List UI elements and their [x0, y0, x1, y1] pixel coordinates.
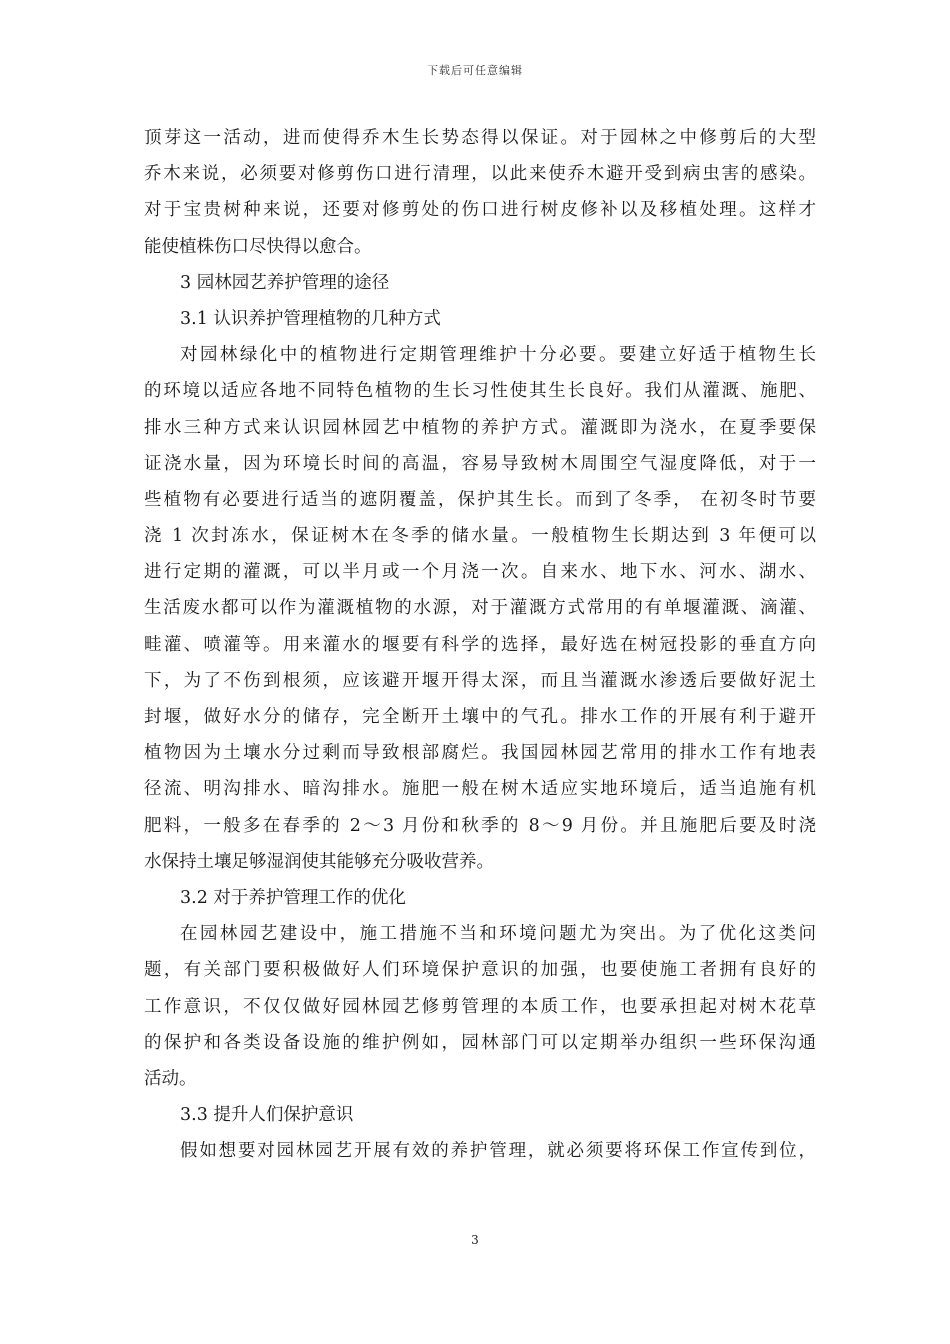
paragraph-line: 活动。: [144, 1068, 197, 1089]
paragraph-line: 对园林绿化中的植物进行定期管理维护十分必要。要建立好适于植物生长: [180, 345, 816, 366]
paragraph-line: 对于宝贵树种来说，还要对修剪处的伤口进行树皮修补以及移植处理。这样才: [144, 200, 816, 221]
paragraph-line: 假如想要对园林园艺开展有效的养护管理，就必须要将环保工作宣传到位，: [180, 1141, 816, 1162]
paragraph-line: 水保持土壤足够湿润使其能够充分吸收营养。: [144, 851, 494, 872]
paragraph-line: 生活废水都可以作为灌溉植物的水源，对于灌溉方式常用的有单堰灌溉、滴灌、: [144, 598, 816, 619]
document-body: [144, 120, 816, 1169]
paragraph-line: 乔木来说，必须要对修剪伤口进行清理，以此来使乔木避开受到病虫害的感染。: [144, 164, 816, 185]
paragraph-line: 题，有关部门要积极做好人们环境保护意识的加强，也要使施工者拥有良好的: [144, 960, 816, 981]
paragraph-line: 肥料，一般多在春季的 2～3 月份和秋季的 8～9 月份。并且施肥后要及时浇: [144, 815, 816, 836]
paragraph-line: 顶芽这一活动，进而使得乔木生长势态得以保证。对于园林之中修剪后的大型: [144, 128, 816, 148]
paragraph-line: 浇 1 次封冻水，保证树木在冬季的储水量。一般植物生长期达到 3 年便可以: [144, 526, 816, 547]
section-heading: 3.1 认识养护管理植物的几种方式: [180, 308, 441, 329]
paragraph-line: 工作意识，不仅仅做好园林园艺修剪管理的本质工作，也要承担起对树木花草: [144, 996, 816, 1017]
paragraph-line: 植物因为土壤水分过剩而导致根部腐烂。我国园林园艺常用的排水工作有地表: [144, 743, 816, 764]
page-header: 下载后可任意编辑: [427, 64, 523, 77]
paragraph-line: 径流、明沟排水、暗沟排水。施肥一般在树木适应实地环境后，适当追施有机: [144, 779, 816, 800]
section-heading: 3.2 对于养护管理工作的优化: [180, 887, 406, 908]
paragraph-line: 的保护和各类设备设施的维护例如，园林部门可以定期举办组织一些环保沟通: [144, 1032, 816, 1053]
paragraph-line: 能使植株伤口尽快得以愈合。: [144, 236, 372, 257]
page-number: 3: [471, 1233, 479, 1247]
paragraph-line: 证浇水量，因为环境长时间的高温，容易导致树木周围空气湿度降低，对于一: [144, 453, 816, 474]
section-heading: 3.3 提升人们保护意识: [180, 1105, 354, 1126]
paragraph-line: 在园林园艺建设中，施工措施不当和环境问题尤为突出。为了优化这类问: [180, 924, 816, 945]
paragraph-line: 排水三种方式来认识园林园艺中植物的养护方式。灌溉即为浇水，在夏季要保: [144, 417, 816, 438]
section-heading: 3 园林园艺养护管理的途径: [180, 272, 390, 293]
paragraph-line: 下，为了不伤到根须，应该避开堰开得太深，而且当灌溉水渗透后要做好泥土: [144, 670, 816, 691]
paragraph-line: 进行定期的灌溉，可以半月或一个月浇一次。自来水、地下水、河水、湖水、: [144, 562, 816, 583]
paragraph-line: 的环境以适应各地不同特色植物的生长习性使其生长良好。我们从灌溉、施肥、: [144, 381, 816, 402]
paragraph-line: 些植物有必要进行适当的遮阴覆盖，保护其生长。而到了冬季， 在初冬时节要: [144, 489, 816, 510]
paragraph-line: 封堰，做好水分的储存，完全断开土壤中的气孔。排水工作的开展有利于避开: [144, 707, 816, 727]
paragraph-line: 畦灌、喷灌等。用来灌水的堰要有科学的选择，最好选在树冠投影的垂直方向: [144, 634, 816, 655]
